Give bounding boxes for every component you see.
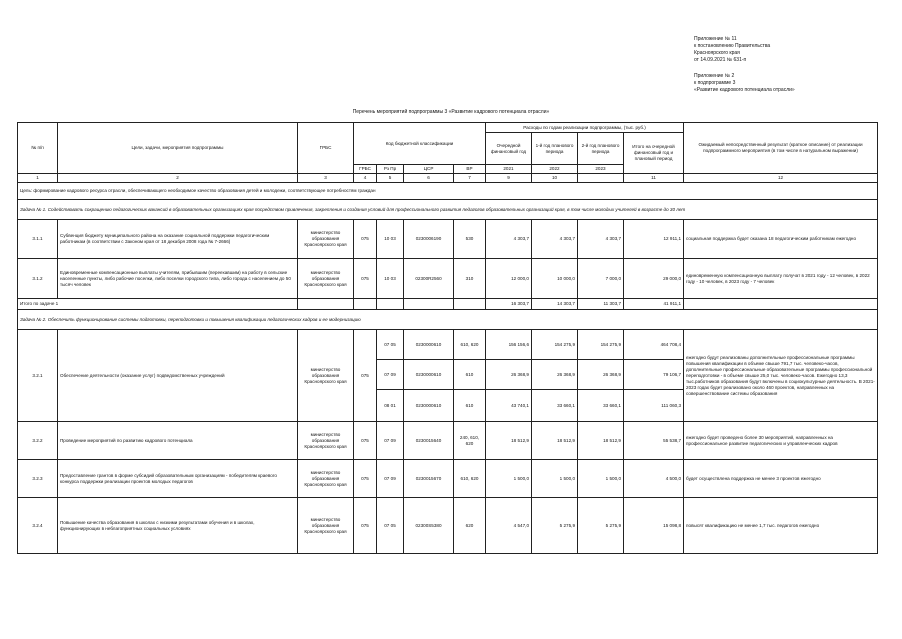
appendix-line: Красноярского края bbox=[694, 50, 740, 56]
row-num: 3.2.3 bbox=[18, 460, 58, 498]
appendix-line: Приложение № 11 bbox=[694, 36, 737, 42]
row-result: единовременную компенсационную выплату получат в 2021 году - 12 человек, в 2022 году - 10 человек, в 2023 году - 7 человек bbox=[684, 259, 878, 299]
row-name: Обеспечение деятельности (оказание услуг) подведомственных учреждений bbox=[58, 330, 298, 422]
row-2022: 4 303,7 bbox=[532, 220, 578, 259]
row-rzpr: 07 09 bbox=[377, 460, 404, 498]
row-2021: 1 500,0 bbox=[486, 460, 532, 498]
row-csr: 0230006190 bbox=[404, 220, 454, 259]
row-2021: 26 368,9 bbox=[486, 360, 532, 390]
col-number: 2 bbox=[58, 174, 298, 183]
col-header-total: Итого на очередной финансовый год и плановый период bbox=[624, 133, 684, 174]
row-result: социальная поддержка будет оказана 18 педагогическим работникам ежегодно bbox=[684, 220, 878, 259]
row-2021: 12 000,0 bbox=[486, 259, 532, 299]
table-row bbox=[18, 259, 878, 299]
row-grbs: министерство образования Красноярского края bbox=[298, 422, 354, 460]
row-csr: 0230000610 bbox=[404, 330, 454, 360]
col-header-2022: 2022 bbox=[532, 165, 578, 174]
col-header-kbk: Код бюджетной классификации bbox=[354, 123, 486, 165]
row-grbs: министерство образования Красноярского края bbox=[298, 259, 354, 299]
document-title: Перечень мероприятий подпрограммы 3 «Развитие кадрового потенциала отрасли» bbox=[352, 109, 550, 115]
row-rzpr: 07 05 bbox=[377, 498, 404, 554]
row-rzpr: 07 05 bbox=[377, 330, 404, 360]
row-result: повысят квалификацию не менее 1,7 тыс. педагогов ежегодно bbox=[684, 498, 878, 554]
col-number: 12 bbox=[684, 174, 878, 183]
row-rzpr: 10 03 bbox=[377, 220, 404, 259]
col-number: 7 bbox=[454, 174, 486, 183]
row-num: 3.1.1 bbox=[18, 220, 58, 259]
col-header-year-current: Очередной финансовый год bbox=[486, 133, 532, 165]
row-name: Единовременные компенсационные выплаты учителям, прибывшим (переехавшим) на работу в сельские населенные пункты, либо рабочие поселки, либо поселки городского типа, либо города с населением до 50 тысяч человек bbox=[58, 259, 298, 299]
task-1-total-row bbox=[18, 299, 878, 310]
row-total: 79 106,7 bbox=[624, 360, 684, 390]
col-number: 1 bbox=[18, 174, 58, 183]
row-2023: 5 275,9 bbox=[578, 498, 624, 554]
row-rzpr: 10 03 bbox=[377, 259, 404, 299]
row-code: 075 bbox=[354, 220, 377, 259]
row-2021: 18 512,9 bbox=[486, 422, 532, 460]
row-csr: 0230000610 bbox=[404, 360, 454, 390]
total-2021: 16 303,7 bbox=[486, 299, 532, 310]
row-2022: 10 000,0 bbox=[532, 259, 578, 299]
col-header-2023: 2023 bbox=[578, 165, 624, 174]
row-total: 4 500,0 bbox=[624, 460, 684, 498]
row-grbs: министерство образования Красноярского края bbox=[298, 498, 354, 554]
row-num: 3.2.1 bbox=[18, 330, 58, 422]
row-num: 3.2.4 bbox=[18, 498, 58, 554]
row-code: 075 bbox=[354, 498, 377, 554]
table-row bbox=[18, 422, 878, 460]
appendix-line: к подпрограмме 3 bbox=[694, 80, 736, 86]
row-total: 29 000,0 bbox=[624, 259, 684, 299]
appendix-line: Приложение № 2 bbox=[694, 73, 735, 79]
row-vr: 610 bbox=[454, 360, 486, 390]
row-code: 075 bbox=[354, 460, 377, 498]
total-2023: 11 303,7 bbox=[578, 299, 624, 310]
appendix-header bbox=[694, 36, 894, 94]
col-header-year-1: 1-й год планового периода bbox=[532, 133, 578, 165]
col-number: 3 bbox=[298, 174, 354, 183]
total-2022: 14 303,7 bbox=[532, 299, 578, 310]
col-header-num: № п/п bbox=[18, 123, 58, 174]
col-number bbox=[578, 174, 624, 183]
row-2023: 1 500,0 bbox=[578, 460, 624, 498]
table-row bbox=[18, 330, 878, 360]
row-rzpr: 07 09 bbox=[377, 422, 404, 460]
row-num: 3.1.2 bbox=[18, 259, 58, 299]
row-rzpr: 08 01 bbox=[377, 390, 404, 422]
row-2023: 18 512,9 bbox=[578, 422, 624, 460]
row-vr: 610, 620 bbox=[454, 460, 486, 498]
appendix-line: «Развитие кадрового потенциала отрасли» bbox=[694, 87, 795, 93]
row-2022: 33 660,1 bbox=[532, 390, 578, 422]
col-header-year-2: 2-й год планового периода bbox=[578, 133, 624, 165]
row-total: 111 060,3 bbox=[624, 390, 684, 422]
col-number: 5 bbox=[377, 174, 404, 183]
task-2-row: Задача № 2. Обеспечить функционирование системы подготовки, переподготовки и повышения квалификации педагогических кадров и ее модернизацию bbox=[18, 310, 878, 330]
col-header-result: Ожидаемый непосредственный результат (краткое описание) от реализации подпрограммного мероприятия (в том числе в натуральном выражении) bbox=[684, 123, 878, 174]
row-vr: 240, 610, 620 bbox=[454, 422, 486, 460]
col-header-vr: ВР bbox=[454, 165, 486, 174]
col-header-csr: ЦСР bbox=[404, 165, 454, 174]
row-vr: 530 bbox=[454, 220, 486, 259]
row-2021: 4 303,7 bbox=[486, 220, 532, 259]
row-2021: 156 156,6 bbox=[486, 330, 532, 360]
col-number: 10 bbox=[532, 174, 578, 183]
row-name: Субвенция бюджету муниципального района на оказание социальной поддержки педагогическим работникам (в соответствии с Законом края от 18 декабря 2008 года № 7-2666) bbox=[58, 220, 298, 259]
row-2021: 43 740,1 bbox=[486, 390, 532, 422]
row-result: будет осуществлена поддержка не менее 3 проектов ежегодно bbox=[684, 460, 878, 498]
row-vr: 620 bbox=[454, 498, 486, 554]
row-name: Повышение качества образования в школах с низкими результатами обучения и в школах, функционирующих в неблагоприятных социальных условиях bbox=[58, 498, 298, 554]
row-vr: 310 bbox=[454, 259, 486, 299]
table-row bbox=[18, 220, 878, 259]
col-number: 11 bbox=[624, 174, 684, 183]
row-2022: 26 368,9 bbox=[532, 360, 578, 390]
row-name: Проведение мероприятий по развитию кадрового потенциала bbox=[58, 422, 298, 460]
appendix-line: к постановлению Правительства bbox=[694, 43, 771, 49]
table-row bbox=[18, 460, 878, 498]
row-2023: 7 000,0 bbox=[578, 259, 624, 299]
row-csr: 0230015640 bbox=[404, 422, 454, 460]
row-csr: 02300R2560 bbox=[404, 259, 454, 299]
row-grbs: министерство образования Красноярского края bbox=[298, 330, 354, 422]
col-header-2021: 2021 bbox=[486, 165, 532, 174]
col-header-rzpr: Рз Пр bbox=[377, 165, 404, 174]
col-header-expenses: Расходы по годам реализации подпрограммы, (тыс. руб.) bbox=[486, 123, 684, 133]
row-num: 3.2.2 bbox=[18, 422, 58, 460]
row-grbs: министерство образования Красноярского края bbox=[298, 460, 354, 498]
row-rzpr: 07 09 bbox=[377, 360, 404, 390]
col-number: 9 bbox=[486, 174, 532, 183]
row-2023: 33 660,1 bbox=[578, 390, 624, 422]
row-csr: 02300S5380 bbox=[404, 498, 454, 554]
row-csr: 0230015670 bbox=[404, 460, 454, 498]
appendix-line: от 14.09.2021 № 631-п bbox=[694, 57, 747, 63]
col-number: 6 bbox=[404, 174, 454, 183]
row-total: 464 708,4 bbox=[624, 330, 684, 360]
col-header-grbs: ГРБС bbox=[298, 123, 354, 174]
row-code: 075 bbox=[354, 330, 377, 422]
table-row bbox=[18, 498, 878, 554]
row-total: 15 098,8 bbox=[624, 498, 684, 554]
row-code: 075 bbox=[354, 422, 377, 460]
row-2022: 5 275,9 bbox=[532, 498, 578, 554]
row-2021: 4 547,0 bbox=[486, 498, 532, 554]
col-number: 4 bbox=[354, 174, 377, 183]
row-2022: 1 500,0 bbox=[532, 460, 578, 498]
col-header-goals: Цели, задачи, мероприятия подпрограммы bbox=[58, 123, 298, 174]
row-code: 075 bbox=[354, 259, 377, 299]
row-total: 55 538,7 bbox=[624, 422, 684, 460]
row-csr: 0230000610 bbox=[404, 390, 454, 422]
row-2022: 18 512,9 bbox=[532, 422, 578, 460]
row-vr: 610, 620 bbox=[454, 330, 486, 360]
row-2023: 4 303,7 bbox=[578, 220, 624, 259]
row-2023: 154 275,9 bbox=[578, 330, 624, 360]
total-all: 41 911,1 bbox=[624, 299, 684, 310]
row-name: Предоставление грантов в форме субсидий образовательным организациям - победителям краевого конкурса поддержки реализации проектов молодых педагогов bbox=[58, 460, 298, 498]
measures-table bbox=[17, 122, 878, 554]
row-result: ежегодно будут реализованы дополнительные профессиональные программы повышения квалификации в объеме свыше 791,7 тыс. человеко-часов, дополнительные профессиональные образовательные программы профессиональной переподготовки - в объеме свыше 25,0 тыс. человеко-часов. Ежегодно 13,3 тыс.работников образования будут включены в социокультурные деятельность. В 2021-2023 годах будет реализовано около 460 проектов, направленных на совершенствование системы образования bbox=[684, 330, 878, 422]
row-result: ежегодно будет проведено более 30 мероприятий, направленных на профессиональное развитие педагогических и управленческих кадров bbox=[684, 422, 878, 460]
row-vr: 610 bbox=[454, 390, 486, 422]
row-2022: 154 275,9 bbox=[532, 330, 578, 360]
total-label: Итого по задаче 1 bbox=[18, 299, 298, 310]
row-2023: 26 368,9 bbox=[578, 360, 624, 390]
row-grbs: министерство образования Красноярского края bbox=[298, 220, 354, 259]
row-total: 12 911,1 bbox=[624, 220, 684, 259]
col-header-grbs-code: ГРБС bbox=[354, 165, 377, 174]
task-1-row: Задача № 1. Содействовать сокращению педагогических вакансий в образовательных организациях края посредством привлечения, закрепления и создания условий для профессионального развития педагогов образовательных организаций края, в том числе молодых учителей в возрасте до 30 лет bbox=[18, 200, 878, 220]
goal-row: Цель: формирование кадрового ресурса отрасли, обеспечивающего необходимое качество образования детей и молодежи, соответствующее потребностям граждан bbox=[18, 183, 878, 200]
